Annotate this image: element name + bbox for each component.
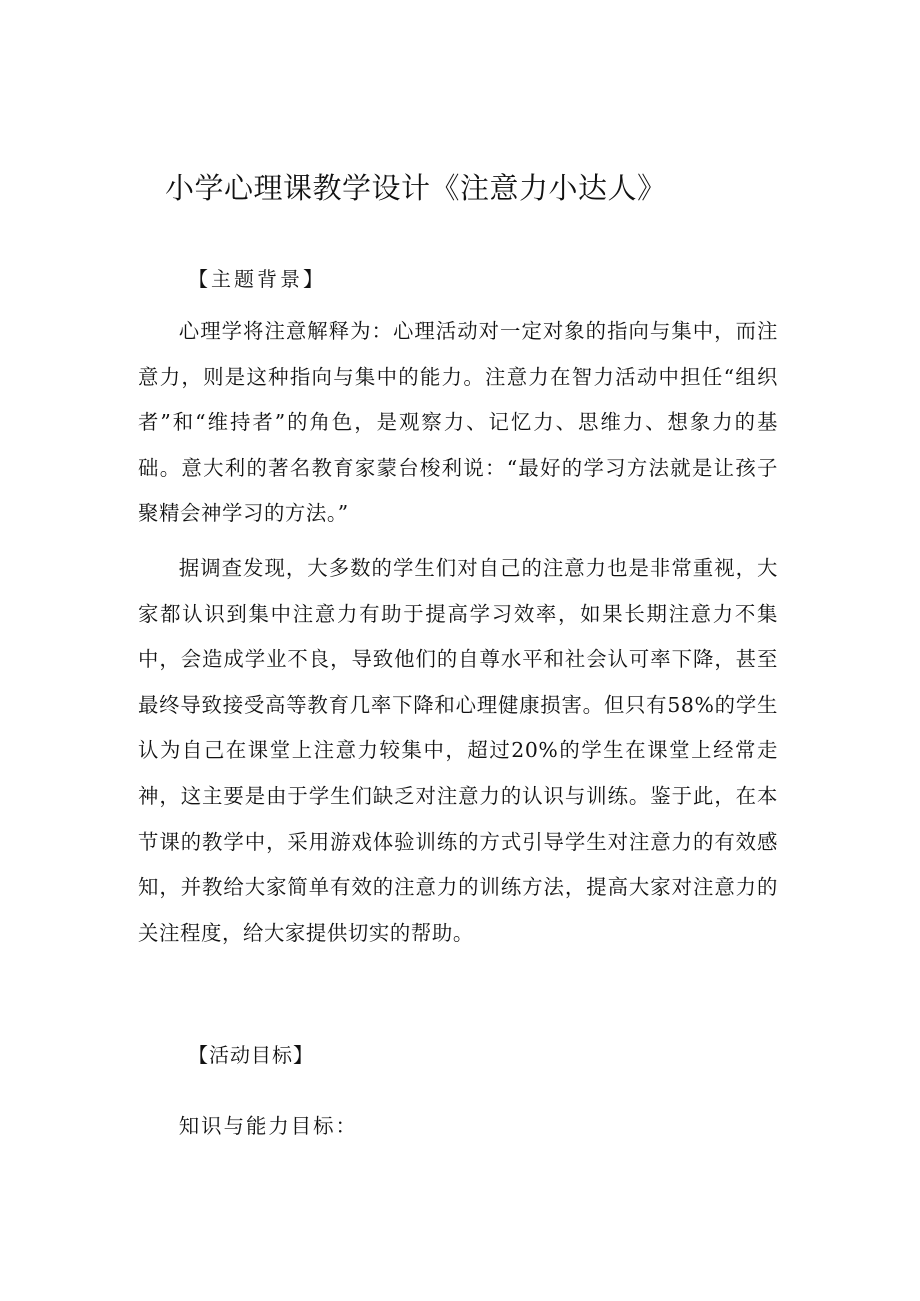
paragraph-knowledge-goals: 知识与能力目标： [178, 1114, 358, 1138]
section-heading-objectives: 【活动目标】 [188, 1043, 314, 1067]
paragraph-attention-definition: 心理学将注意解释为：心理活动对一定对象的指向与集中，而注意力，则是这种指向与集中的能力。注意力在智力活动中担任“组织者”和“维持者”的角色，是观察力、记忆力、思维力、想象力的基础。意大利的著名教育家蒙台梭利说：“最好的学习方法就是让孩子聚精会神学习的方法。” [138, 319, 778, 526]
document-title: 小学心理课教学设计《注意力小达人》 [165, 171, 667, 205]
paragraph-survey-findings: 据调查发现，大多数的学生们对自己的注意力也是非常重视，大家都认识到集中注意力有助于提高学习效率，如果长期注意力不集中，会造成学业不良，导致他们的自尊水平和社会认可率下降，甚至最终导致接受高等教育几率下降和心理健康损害。但只有58%的学生认为自己在课堂上注意力较集中，超过20%的学生在课堂上经常走神，这主要是由于学生们缺乏对注意力的认识与训练。鉴于此，在本节课的教学中，采用游戏体验训练的方式引导学生对注意力的有效感知，并教给大家简单有效的注意力的训练方法，提高大家对注意力的关注程度，给大家提供切实的帮助。 [138, 556, 778, 945]
section-heading-background: 【主题背景】 [188, 267, 326, 291]
